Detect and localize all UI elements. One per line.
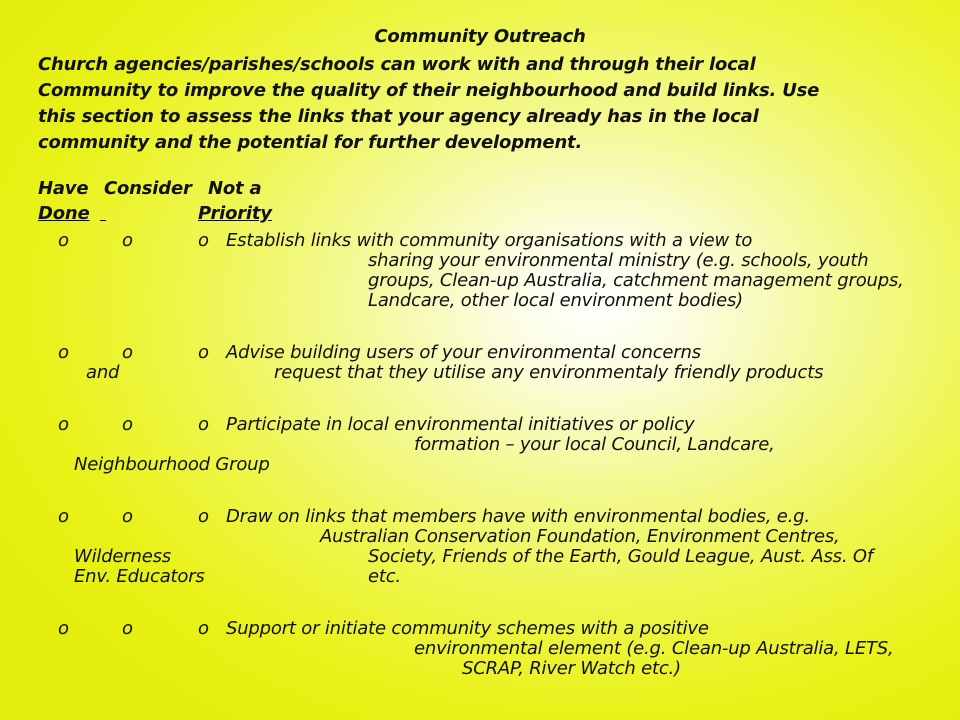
column-header-consider: Consider — [104, 178, 192, 199]
checkbox-consider[interactable]: o — [122, 414, 134, 435]
checkbox-not-priority[interactable]: o — [198, 414, 210, 435]
item-text-line: Draw on links that members have with environmental bodies, e.g. — [226, 506, 810, 527]
item-text-line: Australian Conservation Foundation, Environment Centres, — [320, 526, 840, 547]
checkbox-not-priority[interactable]: o — [198, 506, 210, 527]
intro-line: Church agencies/parishes/schools can work with and through their local — [38, 54, 756, 75]
page-title: Community Outreach — [374, 26, 586, 47]
checkbox-consider[interactable]: o — [122, 342, 134, 363]
checkbox-consider[interactable]: o — [122, 618, 134, 639]
item-text-line: Env. Educators — [74, 566, 205, 587]
checkbox-consider[interactable]: o — [122, 230, 134, 251]
column-header-done: Done — [38, 203, 90, 224]
checkbox-have-done[interactable]: o — [58, 230, 70, 251]
checkbox-have-done[interactable]: o — [58, 414, 70, 435]
intro-line: Community to improve the quality of their neighbourhood and build links. Use — [38, 80, 820, 101]
column-header-priority: Priority — [198, 203, 272, 224]
checkbox-not-priority[interactable]: o — [198, 230, 210, 251]
item-text-line: Neighbourhood Group — [74, 454, 270, 475]
checkbox-have-done[interactable]: o — [58, 506, 70, 527]
item-text-line: Establish links with community organisations with a view to — [226, 230, 753, 251]
column-header-underline-spacer — [100, 201, 198, 226]
column-header-not-a: Not a — [208, 178, 262, 199]
checkbox-have-done[interactable]: o — [58, 342, 70, 363]
item-text-line: formation – your local Council, Landcare, — [414, 434, 775, 455]
column-header-have: Have — [38, 178, 89, 199]
item-text-line: groups, Clean-up Australia, catchment management groups, — [368, 270, 904, 291]
intro-line: this section to assess the links that your agency already has in the local — [38, 106, 759, 127]
item-text-line: Advise building users of your environmental concerns — [226, 342, 701, 363]
item-text-line: Wilderness — [74, 546, 171, 567]
intro-line: community and the potential for further development. — [38, 132, 583, 153]
item-text-line: environmental element (e.g. Clean-up Australia, LETS, — [414, 638, 894, 659]
item-text-line: Society, Friends of the Earth, Gould League, Aust. Ass. Of — [368, 546, 873, 567]
item-text-line: Landcare, other local environment bodies) — [368, 290, 743, 311]
item-text-line: Support or initiate community schemes with a positive — [226, 618, 709, 639]
checkbox-have-done[interactable]: o — [58, 618, 70, 639]
item-text-line: SCRAP, River Watch etc.) — [462, 658, 681, 679]
checkbox-not-priority[interactable]: o — [198, 618, 210, 639]
checkbox-not-priority[interactable]: o — [198, 342, 210, 363]
item-text-line: sharing your environmental ministry (e.g. schools, youth — [368, 250, 869, 271]
item-text-line: etc. — [368, 566, 401, 587]
item-text-line: request that they utilise any environmentaly friendly products — [274, 362, 824, 383]
item-text-line: and — [86, 362, 120, 383]
intro-paragraph — [38, 52, 898, 156]
item-text-line: Participate in local environmental initiatives or policy — [226, 414, 695, 435]
checkbox-consider[interactable]: o — [122, 506, 134, 527]
